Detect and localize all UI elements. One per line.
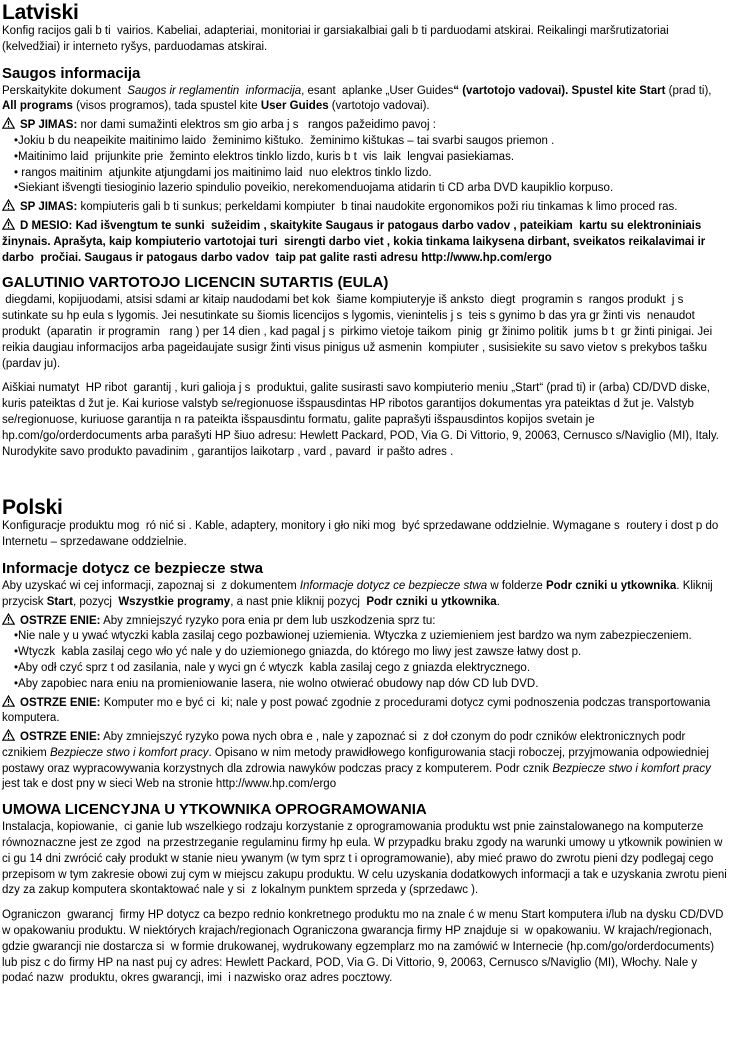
document-page (2, 1, 731, 987)
warning-text: Aby zmniejszyć ryzyko powa nych obra e , nale y zapoznać si z doł czonym do podr czników elektronicznych podr cznikiem (2, 731, 689, 759)
ui-label-bold: Start (46, 595, 73, 608)
warning-paragraph-pl-2 (2, 695, 728, 728)
bullet-marker: • (14, 166, 19, 179)
list-item (14, 661, 728, 677)
bullet-marker: • (14, 646, 19, 659)
bullet-marker: • (14, 182, 19, 195)
warning-text: kompiuteris gali b ti sunkus; perkeldami kompiuter b tinai naudokite ergonomikos poži riu tinkamas k limo proced ras. (77, 201, 678, 214)
warning-paragraph-pl-3 (2, 729, 728, 793)
warning-text: . Opisano w nim metody prawidłowego konfigurowania stacji roboczej, przyjmowania odpowiedniej postawy oraz wypracowywania korzystnych dla zdrowia nawyków podczas pracy z komputerem. Podr cznik (2, 746, 713, 775)
bullet-marker: • (14, 150, 19, 163)
ui-label-bold: “ (vartotojo vadovai). Spustel kite (453, 84, 640, 97)
document-title-italic: Informacje dotycz ce bezpiecze stwa (299, 579, 488, 592)
polski-intro-paragraph: Konfiguracje produktu mog ró nić si . Kable, adaptery, monitory i gło niki mog być sprzedawane oddzielnie. Wymagane s routery i dost p do Internetu – sprzedawane oddzielnie. (2, 520, 722, 549)
warning-paragraph-pl-1 (2, 613, 728, 630)
bullet-text: Aby odł czyć sprz t od zasilania, nale y wyci gn ć wtyczk kabla zasilaj cego z gniazda elektrycznego. (18, 661, 531, 674)
warning-label: OSTRZE ENIE: (20, 614, 101, 627)
warning-text: Kad išvengtum te sunki sužeidim , skaitykite Saugaus ir patogaus darbo vadov , pateikiam kartu su elektroniniais žinynais. Aprašyta, kaip kompiuterio vartotojai turi sirengti darbo viet , kokia tinkama laikysena dirbant, sveikatos reikalavimai ir darbo pročiai. Saugaus ir patogaus darbo vadov taip pat galite rasti adresu http://www.hp.com/ergo (2, 219, 709, 264)
text-run: . Kliknij przycisk (2, 579, 716, 608)
heading-eula-lt: GALUTINIO VARTOTOJO LICENCIN SUTARTIS (EULA) (2, 274, 389, 292)
warning-icon (2, 117, 15, 129)
eula-paragraph-lt-2: Aiškiai numatyt HP ribot garantij , kuri galioja j s produktui, galite susirasti savo kompiuterio meniu „Start“ (prad ti) ir (arba) CD/DVD diske, kuris pateiktas d žut je. Kai kuriose valstyb se/regionuose išspausdintas HP ribotos garantijos dokumentas yra pateiktas d žut je. Valstyb se/regionuose, kuriuose garantija n ra pateikta išspausdintu formatu, galite paprašyti išspausdintos kopijos svetain je hp.com/go/orderdocuments arba parašyti HP šiuo adresu: Hewlett Packard, POD, Via G. Di Vittorio, 9, 20063, Cernusco s/Naviglio (MI), Italy. Nurodykite savo produkto pavadinim , garantijos laikotarp , vard , pavard ir pašto adres . (2, 382, 723, 458)
warning-text: jest tak e dost pny w sieci Web na stronie http://www.hp.com/ergo (2, 762, 715, 791)
ui-label-bold: Podr czniki u ytkownika (366, 595, 497, 608)
text-run: . (496, 595, 500, 608)
text-run: w folderze (487, 579, 546, 592)
bullet-text: rangos maitinim atjunkite atjungdami jos maitinimo laid nuo elektros tinklo lizdo. (18, 166, 432, 179)
text-run: Aby uzyskać wi cej informacji, zapoznaj si z dokumentem (2, 579, 300, 592)
ui-label-bold: Start (639, 84, 666, 97)
list-item (14, 150, 728, 166)
warning-label: SP JIMAS: (20, 201, 78, 214)
heading-umowa-licencyjna: UMOWA LICENCYJNA U YTKOWNIKA OPROGRAMOWANIA (2, 801, 427, 819)
list-item (14, 677, 728, 693)
list-item (14, 134, 728, 150)
bullet-text: Maitinimo laid prijunkite prie žeminto elektros tinklo lizdo, kuris b t vis laik lengvai pasiekiamas. (18, 150, 515, 163)
warning-icon (2, 199, 15, 211)
text-run: , esant aplanke „User Guides (301, 84, 454, 97)
ui-label-bold: Wszystkie programy (118, 595, 231, 608)
warning-icon (2, 218, 15, 230)
warning-bullet-list (14, 629, 728, 692)
bullet-marker: • (14, 677, 19, 690)
section-title-latviski: Latviski (2, 1, 79, 24)
warning-label: OSTRZE ENIE: (20, 731, 101, 744)
warning-label: OSTRZE ENIE: (20, 696, 101, 709)
warning-label: SP JIMAS: (20, 119, 78, 132)
warning-icon (2, 729, 15, 741)
ui-label-bold: User Guides (260, 100, 329, 113)
warning-paragraph-lt-2 (2, 199, 728, 216)
warning-bullet-list (14, 134, 728, 197)
bullet-text: Wtyczk kabla zasilaj cego wło yć nale y do uziemionego gniazda, do którego mo liwy jest zawsze łatwy dost p. (18, 646, 582, 659)
text-run: Perskaitykite dokument (2, 84, 128, 97)
document-title-italic: Saugos ir reglamentin informacija (127, 84, 302, 97)
list-item (14, 166, 728, 182)
ui-label-bold: All programs (2, 100, 73, 113)
bullet-text: Jokiu b du neapeikite maitinimo laido žeminimo kištuko. žeminimo kištukas – tai svarbi saugos priemon . (18, 134, 555, 147)
ui-label-bold: Podr czniki u ytkownika (545, 579, 677, 592)
eula-paragraph-lt-1: diegdami, kopijuodami, atsisi sdami ar kitaip naudodami bet kok šiame kompiuteryje iš anksto diegt programin s rangos produkt j s sutinkate su hp eula s lygomis. Jei nesutinkate su šiomis licencijos s lygomis, vienintelis j s teis s gynimo b das yra gr žinti vis nenaudot produkt (aparatin ir programin rang ) per 14 dien , kad pagal j s pirkimo vietoje taikom pinig gr žinimo politik jums b t gr žinti pinigai. Jei reikia daugiau informacijos arba pageidaujate susigr žinti visus pinigus už asmenin kompiuter , susisiekite su savo vietov s prekybos tašku (pardav ju). (2, 294, 716, 370)
bullet-text: Nie nale y u ywać wtyczki kabla zasilaj cego pozbawionej uziemienia. Wtyczka z uziemieniem jest bardzo wa nym zabezpieczeniem. (18, 630, 692, 643)
bullet-marker: • (14, 630, 19, 643)
heading-saugos-informacija: Saugos informacija (2, 64, 141, 82)
bezpieczenstwo-paragraph (2, 579, 728, 611)
umowa-paragraph-2: Ograniczon gwarancj firmy HP dotycz ca bezpo rednio konkretnego produktu mo na znale ć w menu Start komputera i/lub na dysku CD/DVD w opakowaniu produktu. W niektórych krajach/regionach Ograniczona gwarancja firmy HP znajduje si w opakowaniu. W krajach/regionach, gdzie gwarancji nie dostarcza si w formie drukowanej, wydrukowany egzemplarz mo na zamówić w Internecie (hp.com/go/orderdocuments) lub pisz c do firmy HP na nast puj cy adres: Hewlett Packard, POD, Via G. Di Vittorio, 9, 20063, Cernusco s/Naviglio (MI), Włochy. Nale y podać nazw produktu, okres gwarancji, imi i nazwisko oraz adres pocztowy. (2, 909, 727, 985)
warning-icon (2, 613, 15, 625)
bullet-marker: • (14, 661, 19, 674)
text-run: (vartotojo vadovai). (328, 100, 430, 113)
warning-paragraph-lt-3 (2, 218, 728, 266)
document-title-italic: Bezpiecze stwo i komfort pracy (552, 762, 711, 775)
warning-text: Aby zmniejszyć ryzyko pora enia pr dem lub uszkodzenia sprz tu: (100, 614, 436, 627)
latviski-intro-paragraph: Konfig racijos gali b ti vairios. Kabeliai, adapteriai, monitoriai ir garsiakalbiai gali b ti parduodami atskirai. Reikalingi maršrutizatoriai (kelvedžiai) ir interneto ryšys, parduodamas atskirai. (2, 25, 672, 53)
section-title-polski: Polski (2, 496, 63, 520)
heading-informacje-bezpieczenstwa: Informacje dotycz ce bezpiecze stwa (2, 559, 263, 577)
text-run: (visos programos), tada spustel kite (72, 100, 261, 113)
bullet-text: Aby zapobiec nara eniu na promieniowanie lasera, nie wolno otwierać obudowy nap dów CD lub DVD. (18, 677, 539, 690)
list-item (14, 629, 728, 645)
umowa-paragraph-1: Instalacja, kopiowanie, ci ganie lub wszelkiego rodzaju korzystanie z oprogramowania produktu wst pnie zainstalowanego na komputerze równoznaczne jest ze zgod na przestrzeganie regulaminu firmy hp eula. W przypadku braku zgody na warunki umowy u ytkownik powinien w ci gu 14 dni zwrócić cały produkt w stanie nieu ywanym (w tym sprz t i oprogramowanie), aby mieć prawo do zwrotu pieni dzy podlegaj cego przepisom w tym zakresie obowi zuj cym w miejscu zakupu produktu. W celu uzyskania dodatkowych informacji a tak e uzyskania zwrotu pieni dzy za zakup komputera skontaktować nale y si z lokalnym punktem sprzeda y (sprzedawc ). (2, 821, 731, 897)
list-item (14, 645, 728, 661)
text-run: (prad ti), (665, 84, 715, 97)
saugos-paragraph (2, 84, 728, 116)
bullet-text: Siekiant išvengti tiesioginio lazerio spindulio poveikio, nerekomenduojama atidarin ti CD arba DVD kaupiklio korpuso. (18, 182, 614, 195)
document-title-italic: Bezpiecze stwo i komfort pracy (49, 746, 209, 759)
bullet-marker: • (14, 134, 19, 147)
text-run: , a nast pnie kliknij pozycj (230, 595, 367, 608)
warning-icon (2, 695, 15, 707)
list-item (14, 181, 728, 197)
warning-text: Komputer mo e być ci ki; nale y post pować zgodnie z procedurami dotycz cymi podnoszenia podczas transportowania komputera. (2, 696, 714, 725)
warning-paragraph-lt-1 (2, 117, 728, 134)
warning-text: nor dami sumažinti elektros sm gio arba j s rangos pažeidimo pavoj : (77, 119, 436, 132)
text-run: , pozycj (72, 595, 119, 608)
warning-label: D MESIO: (20, 219, 73, 232)
